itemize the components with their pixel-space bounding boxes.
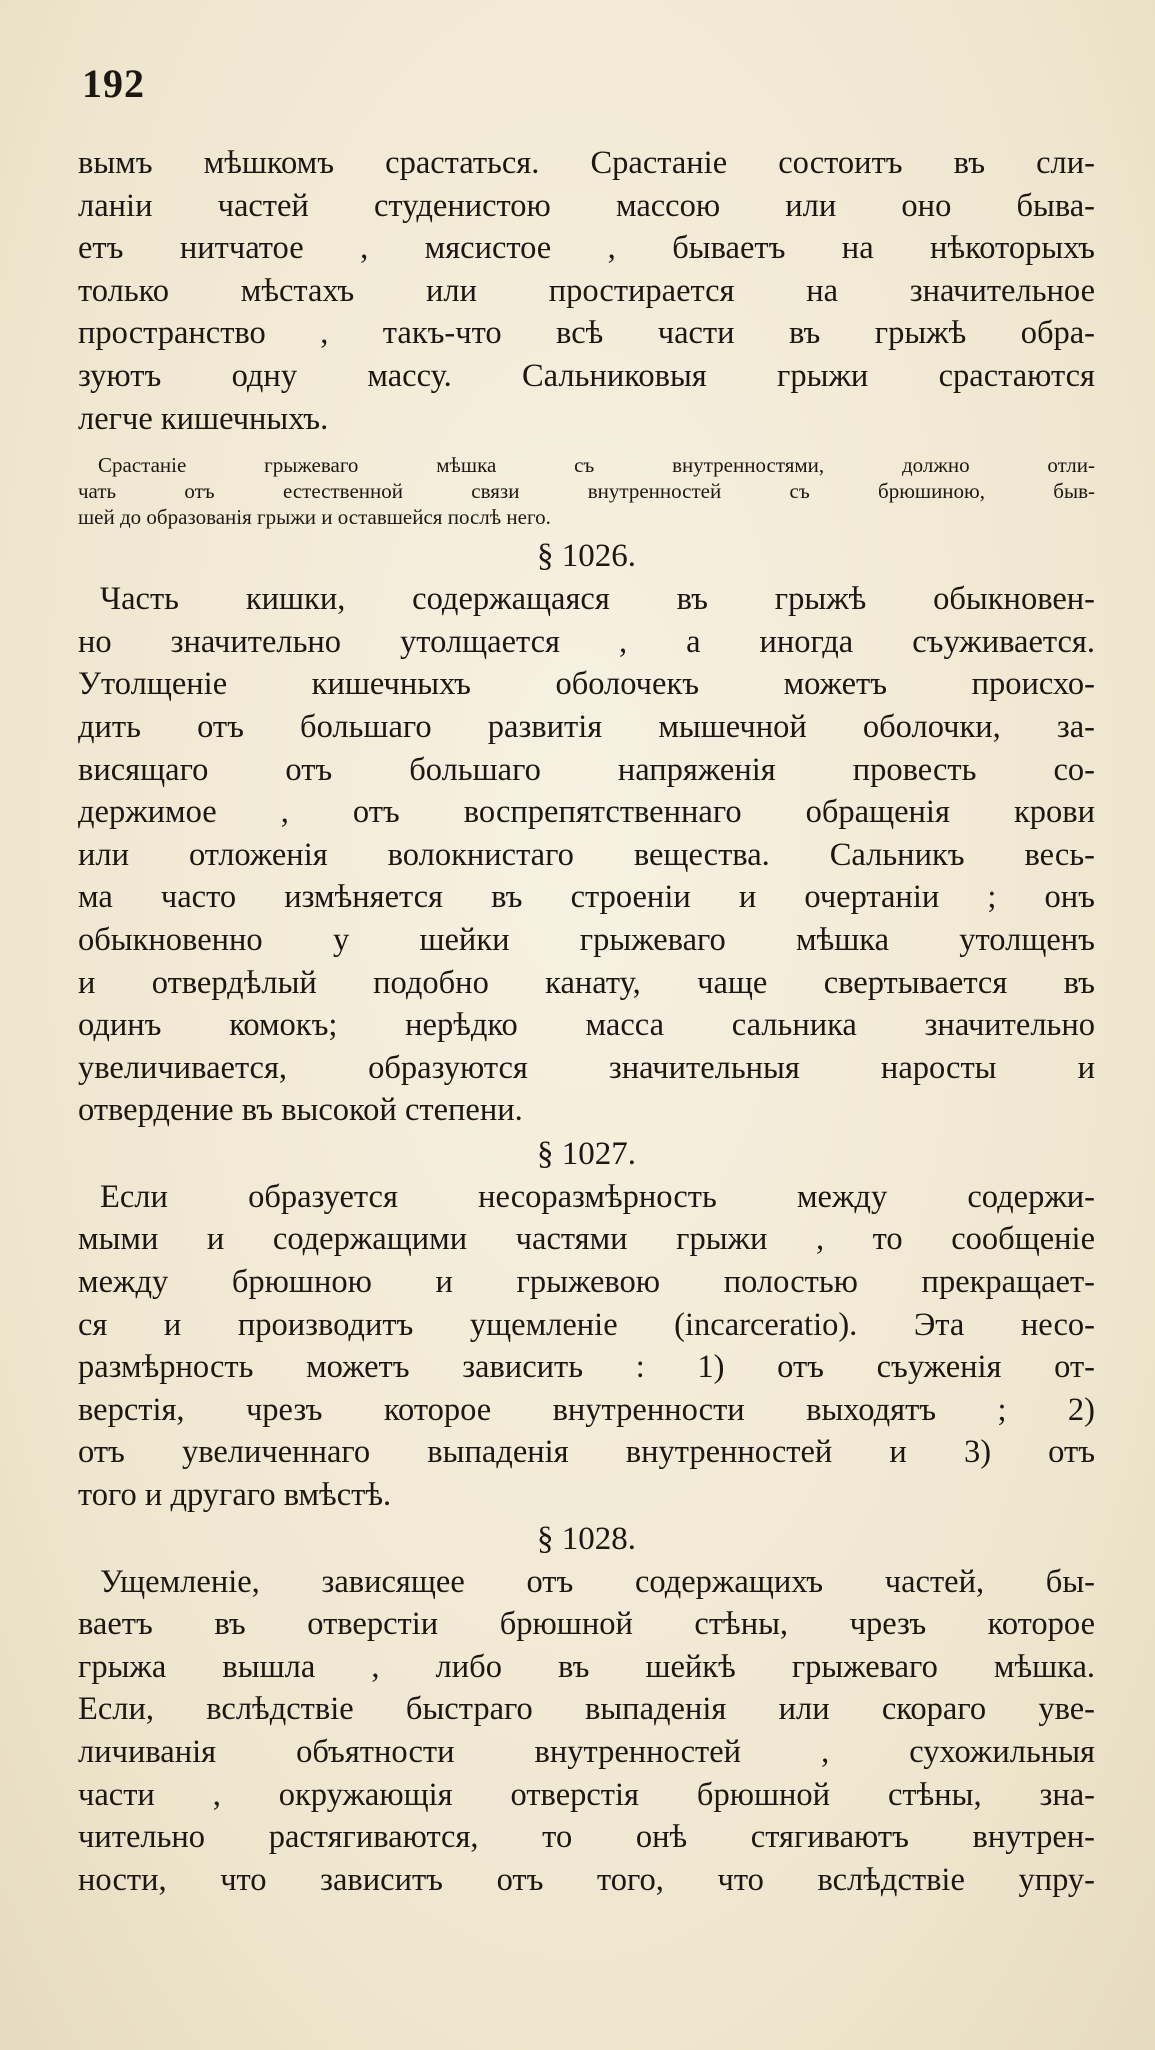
text-line: одинъ комокъ; нерѣдко масса сальника значительно xyxy=(78,1007,1095,1044)
text-line: Если, вслѣдствіе быстраго выпаденія или скораго уве- xyxy=(78,1691,1095,1728)
text-line: ма часто измѣняется въ строеніи и очертаніи ; онъ xyxy=(78,879,1095,916)
text-line: грыжа вышла , либо въ шейкѣ грыжеваго мѣшка. xyxy=(78,1648,1095,1685)
note-line: Срастаніе грыжеваго мѣшка съ внутренностями, должно отли- xyxy=(98,453,1095,478)
text-line: дить отъ большаго развитія мышечной оболочки, за- xyxy=(78,708,1095,745)
text-line: ся и производитъ ущемленіе (incarceratio). Эта несо- xyxy=(78,1306,1095,1343)
text-line: держимое , отъ воспрепятственнаго обращенія крови xyxy=(78,794,1095,831)
section-heading-1026: § 1026. xyxy=(537,538,636,575)
section-heading-1027: § 1027. xyxy=(537,1135,636,1172)
text-line: отъ увеличеннаго выпаденія внутренностей и 3) отъ xyxy=(78,1434,1095,1471)
text-line: Часть кишки, содержащаяся въ грыжѣ обыкновен- xyxy=(100,581,1095,618)
text-line: отвердение въ высокой степени. xyxy=(78,1092,523,1129)
text-line: или отложенія волокнистаго вещества. Сальникъ весь- xyxy=(78,836,1095,873)
footnote-paragraph xyxy=(78,452,1095,530)
paragraph-thickening xyxy=(78,578,1095,1132)
text-line: мыми и содержащими частями грыжи , то сообщеніе xyxy=(78,1221,1095,1258)
text-line: обыкновенно у шейки грыжеваго мѣшка утолщенъ xyxy=(78,921,1095,958)
section-heading-1028: § 1028. xyxy=(537,1520,636,1557)
text-line: того и другаго вмѣстѣ. xyxy=(78,1477,392,1514)
page-number: 192 xyxy=(82,61,145,106)
text-line: ланіи частей студенистою массою или оно быва- xyxy=(78,187,1095,224)
text-line: Если образуется несоразмѣрность между содержи- xyxy=(100,1178,1095,1215)
note-line: чать отъ естественной связи внутренностей съ брюшиною, быв- xyxy=(78,479,1095,504)
note-line: шей до образованія грыжи и оставшейся послѣ него. xyxy=(78,505,551,530)
text-line: Ущемленіе, зависящее отъ содержащихъ частей, бы- xyxy=(100,1563,1095,1600)
text-line: верстія, чрезъ которое внутренности выходятъ ; 2) xyxy=(78,1391,1095,1428)
text-line: только мѣстахъ или простирается на значительное xyxy=(78,272,1095,309)
text-line: легче кишечныхъ. xyxy=(78,400,329,437)
text-line: Утолщеніе кишечныхъ оболочекъ можетъ происхо- xyxy=(78,666,1095,703)
text-line: но значительно утолщается , а иногда съуживается. xyxy=(78,623,1095,660)
text-line: между брюшною и грыжевою полостью прекращает- xyxy=(78,1264,1095,1301)
text-line: личиванія объятности внутренностей , сухожильныя xyxy=(78,1734,1095,1770)
text-line: пространство , такъ-что всѣ части въ грыжѣ обра- xyxy=(78,315,1095,352)
text-line: етъ нитчатое , мясистое , бываетъ на нѣкоторыхъ xyxy=(78,230,1095,267)
text-line: размѣрность можетъ зависить : 1) отъ съуженія от- xyxy=(78,1349,1095,1386)
text-line: чительно растягиваются, то онѣ стягиваютъ внутрен- xyxy=(78,1819,1095,1856)
text-line: ваетъ въ отверстіи брюшной стѣны, чрезъ которое xyxy=(78,1606,1095,1643)
text-line: вымъ мѣшкомъ срастаться. Срастаніе состоитъ въ сли- xyxy=(78,145,1095,181)
text-line: и отвердѣлый подобно канату, чаще свертывается въ xyxy=(78,964,1095,1001)
text-line: части , окружающія отверстія брюшной стѣны, зна- xyxy=(78,1776,1095,1813)
paragraph-adhesion xyxy=(78,142,1095,440)
paragraph-strangulation xyxy=(78,1561,1095,1902)
text-line: ности, что зависитъ отъ того, что вслѣдствіе упру- xyxy=(78,1861,1095,1898)
paragraph-disproportion xyxy=(78,1176,1095,1517)
text-line: висящаго отъ большаго напряженія провесть со- xyxy=(78,751,1095,788)
text-line: увеличивается, образуются значительныя наросты и xyxy=(78,1049,1095,1086)
text-line: зуютъ одну массу. Сальниковыя грыжи срастаются xyxy=(78,357,1095,394)
